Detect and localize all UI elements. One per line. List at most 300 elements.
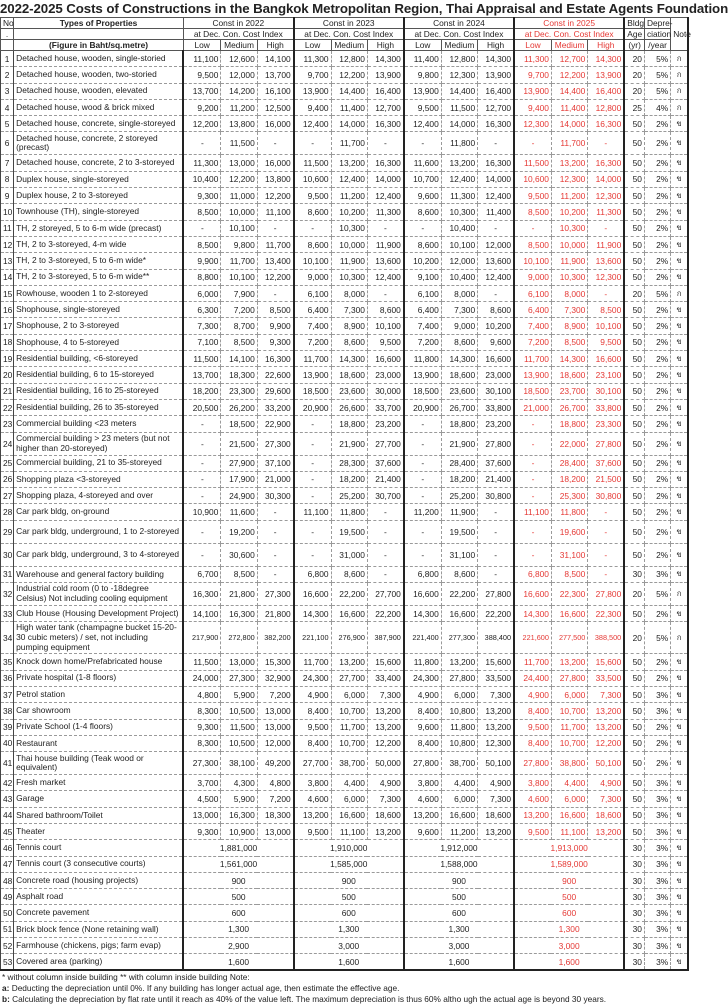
depreciation-rate: 2% xyxy=(644,220,670,236)
cost-2023-low: 10,100 xyxy=(294,253,331,269)
table-row xyxy=(1,383,689,399)
cost-2023-low: - xyxy=(294,220,331,236)
cost-2024-medium: 8,600 xyxy=(441,566,477,582)
cost-2025-low: 7,200 xyxy=(514,334,551,350)
cost-2023-medium: 11,100 xyxy=(331,823,367,839)
building-age: 50 xyxy=(624,269,644,285)
table-row xyxy=(1,302,689,318)
cost-2024-low: 24,300 xyxy=(404,670,441,686)
cost-2023-medium: 4,400 xyxy=(331,775,367,791)
cost-2022-medium: 18,500 xyxy=(221,416,257,432)
cost-2024-medium: 13,200 xyxy=(441,654,477,670)
note-code: ก xyxy=(671,99,688,115)
cost-2024-medium: 11,800 xyxy=(441,719,477,735)
building-age: 50 xyxy=(624,318,644,334)
cost-2023-high: 30,700 xyxy=(367,488,403,504)
cost-2024-low: 6,800 xyxy=(404,566,441,582)
header-bldg-age-1: Bldg xyxy=(624,18,644,29)
cost-2025-low: 13,200 xyxy=(514,807,551,823)
cost-2023-high: - xyxy=(367,220,403,236)
cost-2022-flat: 1,881,000 xyxy=(183,840,293,856)
cost-2025-low: 11,100 xyxy=(514,504,551,520)
row-number: 46 xyxy=(1,840,14,856)
cost-2022-high: 37,100 xyxy=(257,455,293,471)
cost-2025-low: 18,500 xyxy=(514,383,551,399)
cost-2023-medium: 25,200 xyxy=(331,488,367,504)
cost-2022-medium: 11,500 xyxy=(221,719,257,735)
building-age: 20 xyxy=(624,67,644,83)
cost-2023-low: - xyxy=(294,488,331,504)
note-code: ข xyxy=(671,566,688,582)
header-depreciation-1: Depre- xyxy=(644,18,670,29)
depreciation-rate: 3% xyxy=(644,823,670,839)
cost-2023-low: 8,400 xyxy=(294,735,331,751)
cost-2024-medium: 12,400 xyxy=(441,171,477,187)
cost-2022-high: 49,200 xyxy=(257,752,293,775)
cost-2023-high: 50,000 xyxy=(367,752,403,775)
cost-2023-low: 11,700 xyxy=(294,351,331,367)
cost-2025-high: 23,100 xyxy=(588,367,624,383)
property-type: Detached house, wooden, elevated xyxy=(14,83,184,99)
cost-2024-low: 9,600 xyxy=(404,719,441,735)
cost-2024-low: 8,600 xyxy=(404,236,441,252)
cost-2024-medium: 10,400 xyxy=(441,220,477,236)
cost-2022-medium: 8,700 xyxy=(221,318,257,334)
building-age: 50 xyxy=(624,504,644,520)
cost-2025-medium: 8,500 xyxy=(551,334,587,350)
cost-2025-medium: 13,200 xyxy=(551,654,587,670)
cost-2022-high: 27,300 xyxy=(257,432,293,455)
cost-2022-low: - xyxy=(183,416,220,432)
cost-2022-high: 16,000 xyxy=(257,116,293,132)
row-number: 24 xyxy=(1,432,14,455)
cost-2022-flat: 1,561,000 xyxy=(183,856,293,872)
property-type: Thai house building (Teak wood or equivalent) xyxy=(14,752,184,775)
cost-2022-low: 3,700 xyxy=(183,775,220,791)
cost-2022-low: 8,800 xyxy=(183,269,220,285)
table-row xyxy=(1,889,689,905)
table-row xyxy=(1,686,689,702)
cost-2022-low: 14,100 xyxy=(183,606,220,622)
property-type: Car showroom xyxy=(14,703,184,719)
cost-2024-medium: 19,500 xyxy=(441,520,477,543)
cost-2025-high: 33,500 xyxy=(588,670,624,686)
note-code: ข xyxy=(671,302,688,318)
cost-2023-medium: 8,000 xyxy=(331,285,367,301)
cost-2025-high: 13,900 xyxy=(588,67,624,83)
header-note: Note xyxy=(671,18,688,51)
cost-2025-medium: 7,300 xyxy=(551,302,587,318)
building-age: 50 xyxy=(624,807,644,823)
cost-2022-low: - xyxy=(183,220,220,236)
table-row xyxy=(1,269,689,285)
cost-2025-low: 9,500 xyxy=(514,719,551,735)
building-age: 50 xyxy=(624,823,644,839)
cost-2025-low: 24,400 xyxy=(514,670,551,686)
building-age: 50 xyxy=(624,188,644,204)
header-types: Types of Properties xyxy=(14,18,184,29)
cost-2023-medium: 22,200 xyxy=(331,583,367,606)
row-number: 43 xyxy=(1,791,14,807)
row-number: 48 xyxy=(1,872,14,888)
cost-2024-flat: 3,000 xyxy=(404,938,514,954)
depreciation-rate: 3% xyxy=(644,938,670,954)
property-type: Shophouse, 4 to 5-storeyed xyxy=(14,334,184,350)
cost-2025-high: 7,300 xyxy=(588,686,624,702)
row-number: 31 xyxy=(1,566,14,582)
building-age: 50 xyxy=(624,302,644,318)
cost-2025-medium: 8,000 xyxy=(551,285,587,301)
cost-2023-medium: 11,800 xyxy=(331,504,367,520)
cost-2025-high: - xyxy=(588,132,624,155)
row-number: 5 xyxy=(1,116,14,132)
cost-2024-low: 3,800 xyxy=(404,775,441,791)
note-code: ข xyxy=(671,775,688,791)
depreciation-rate: 3% xyxy=(644,775,670,791)
cost-2022-medium: 16,300 xyxy=(221,807,257,823)
cost-2022-high: - xyxy=(257,504,293,520)
cost-2022-low: 11,300 xyxy=(183,155,220,171)
cost-2023-low: - xyxy=(294,520,331,543)
depreciation-rate: 2% xyxy=(644,735,670,751)
table-row xyxy=(1,622,689,654)
row-number: 34 xyxy=(1,622,14,654)
cost-2024-medium: 8,600 xyxy=(441,334,477,350)
note-code: ข xyxy=(671,351,688,367)
cost-2025-medium: 10,700 xyxy=(551,703,587,719)
depreciation-rate: 3% xyxy=(644,921,670,937)
building-age: 50 xyxy=(624,791,644,807)
cost-2023-high: - xyxy=(367,520,403,543)
cost-2022-low: - xyxy=(183,520,220,543)
cost-2024-high: 13,200 xyxy=(478,823,514,839)
cost-2023-low: 8,600 xyxy=(294,204,331,220)
cost-2023-low: 7,400 xyxy=(294,318,331,334)
building-age: 50 xyxy=(624,432,644,455)
note-code: ก xyxy=(671,83,688,99)
building-age: 30 xyxy=(624,905,644,921)
header-depreciation-3: /year xyxy=(644,40,670,51)
depreciation-rate: 2% xyxy=(644,204,670,220)
row-number: 23 xyxy=(1,416,14,432)
table-row xyxy=(1,67,689,83)
cost-2022-high: - xyxy=(257,132,293,155)
header-year-2022: Const in 2022 xyxy=(183,18,293,29)
cost-2024-medium: 9,000 xyxy=(441,318,477,334)
cost-2022-high: 21,800 xyxy=(257,606,293,622)
cost-2022-high: 11,100 xyxy=(257,204,293,220)
cost-2025-high: 22,300 xyxy=(588,606,624,622)
cost-2025-medium: 13,200 xyxy=(551,155,587,171)
cost-2024-low: 11,800 xyxy=(404,654,441,670)
cost-2024-medium: 18,800 xyxy=(441,416,477,432)
table-row xyxy=(1,752,689,775)
cost-2025-medium: 11,900 xyxy=(551,253,587,269)
cost-2025-low: - xyxy=(514,132,551,155)
note-code: ข xyxy=(671,367,688,383)
cost-2024-high: 13,900 xyxy=(478,67,514,83)
cost-2022-high: 13,000 xyxy=(257,823,293,839)
cost-2023-low: 10,600 xyxy=(294,171,331,187)
cost-2024-low: 11,200 xyxy=(404,504,441,520)
cost-2023-low: 12,400 xyxy=(294,116,331,132)
depreciation-rate: 2% xyxy=(644,269,670,285)
row-number: 2 xyxy=(1,67,14,83)
cost-2022-medium: 11,600 xyxy=(221,504,257,520)
cost-2023-high: 16,400 xyxy=(367,83,403,99)
table-row xyxy=(1,399,689,415)
cost-2022-low: 24,000 xyxy=(183,670,220,686)
cost-2025-medium: 26,700 xyxy=(551,399,587,415)
cost-2024-medium: 14,400 xyxy=(441,83,477,99)
cost-2025-medium: 31,100 xyxy=(551,543,587,566)
footnote-b-label: b: xyxy=(2,994,10,1005)
table-body xyxy=(1,51,689,971)
table-row xyxy=(1,432,689,455)
cost-2023-high: 9,500 xyxy=(367,334,403,350)
header-no-blank xyxy=(1,40,14,51)
cost-2025-low: 13,900 xyxy=(514,83,551,99)
cost-2025-medium: 6,000 xyxy=(551,791,587,807)
cost-2023-medium: 11,400 xyxy=(331,99,367,115)
table-row xyxy=(1,807,689,823)
row-number: 28 xyxy=(1,504,14,520)
cost-2022-low: 9,300 xyxy=(183,188,220,204)
cost-2025-low: 9,000 xyxy=(514,269,551,285)
depreciation-rate: 2% xyxy=(644,416,670,432)
row-number: 10 xyxy=(1,204,14,220)
table-row xyxy=(1,220,689,236)
cost-2025-medium: 14,400 xyxy=(551,83,587,99)
cost-2025-high: 16,300 xyxy=(588,116,624,132)
property-type: Petrol station xyxy=(14,686,184,702)
depreciation-rate: 5% xyxy=(644,622,670,654)
building-age: 20 xyxy=(624,83,644,99)
cost-2025-medium: 10,200 xyxy=(551,204,587,220)
cost-2024-flat: 900 xyxy=(404,872,514,888)
cost-2023-medium: 6,000 xyxy=(331,791,367,807)
building-age: 50 xyxy=(624,351,644,367)
cost-2024-high: 7,300 xyxy=(478,686,514,702)
cost-2023-low: - xyxy=(294,455,331,471)
cost-2024-high: 11,400 xyxy=(478,204,514,220)
depreciation-rate: 2% xyxy=(644,488,670,504)
depreciation-rate: 2% xyxy=(644,471,670,487)
cost-2023-flat: 3,000 xyxy=(294,938,404,954)
building-age: 50 xyxy=(624,670,644,686)
note-code: ข xyxy=(671,383,688,399)
cost-2025-low: 3,800 xyxy=(514,775,551,791)
table-row xyxy=(1,236,689,252)
property-type: Residential building, 6 to 15-storeyed xyxy=(14,367,184,383)
cost-2022-high: 22,600 xyxy=(257,367,293,383)
cost-2023-medium: 12,400 xyxy=(331,171,367,187)
cost-2024-medium: 14,000 xyxy=(441,116,477,132)
cost-2025-high: 33,800 xyxy=(588,399,624,415)
footnote-b-text: Calculating the depreciation by flat rate until it reach as 40% of the value left. The maximum depreciation is thus 60% altho ugh the actual age is beyond 30 years. xyxy=(9,994,607,1005)
property-type: Car park bldg, underground, 3 to 4-storeyed xyxy=(14,543,184,566)
note-code: ข xyxy=(671,791,688,807)
cost-2024-low: 27,800 xyxy=(404,752,441,775)
cost-2022-medium: 10,100 xyxy=(221,269,257,285)
cost-2023-flat: 1,300 xyxy=(294,921,404,937)
note-code: ข xyxy=(671,455,688,471)
cost-2023-medium: 10,000 xyxy=(331,236,367,252)
table-row xyxy=(1,775,689,791)
cost-2022-medium: 10,000 xyxy=(221,204,257,220)
cost-2023-medium: 16,600 xyxy=(331,606,367,622)
cost-2023-high: 27,700 xyxy=(367,432,403,455)
depreciation-rate: 4% xyxy=(644,99,670,115)
cost-2022-high: 12,200 xyxy=(257,269,293,285)
cost-2023-medium: 19,500 xyxy=(331,520,367,543)
note-code: ข xyxy=(671,921,688,937)
cost-2023-low: 18,500 xyxy=(294,383,331,399)
cost-2024-high: 27,800 xyxy=(478,583,514,606)
cost-2025-low: 11,700 xyxy=(514,351,551,367)
cost-2023-high: - xyxy=(367,132,403,155)
cost-2025-low: - xyxy=(514,471,551,487)
cost-2022-high: 22,900 xyxy=(257,416,293,432)
cost-2022-high: 16,300 xyxy=(257,351,293,367)
note-code: ข xyxy=(671,253,688,269)
row-number: 9 xyxy=(1,188,14,204)
cost-2025-low: - xyxy=(514,520,551,543)
cost-2023-low: - xyxy=(294,471,331,487)
note-code: ข xyxy=(671,606,688,622)
cost-2024-low: 13,900 xyxy=(404,83,441,99)
row-number: 26 xyxy=(1,471,14,487)
cost-2025-high: 11,900 xyxy=(588,236,624,252)
cost-2024-low: 9,800 xyxy=(404,67,441,83)
cost-2023-high: 12,200 xyxy=(367,735,403,751)
cost-2024-high: 14,000 xyxy=(478,171,514,187)
table-row xyxy=(1,520,689,543)
cost-2023-medium: 11,700 xyxy=(331,719,367,735)
cost-2025-high: 16,400 xyxy=(588,83,624,99)
header-high-2025: High xyxy=(588,40,624,51)
cost-2024-low: 8,400 xyxy=(404,735,441,751)
header-bldg-age-3: (yr) xyxy=(624,40,644,51)
note-code: ข xyxy=(671,334,688,350)
cost-2024-medium: 277,300 xyxy=(441,622,477,654)
cost-2022-medium: 13,800 xyxy=(221,116,257,132)
cost-2024-low: 11,400 xyxy=(404,51,441,67)
cost-2023-high: 13,600 xyxy=(367,253,403,269)
page-title: 2022-2025 Costs of Constructions in the Bangkok Metropolitan Region, Thai Appraisal and Estate Agents Foundation xyxy=(0,1,728,16)
row-number: 29 xyxy=(1,520,14,543)
cost-2025-medium: 22,000 xyxy=(551,432,587,455)
cost-2023-medium: 8,600 xyxy=(331,334,367,350)
cost-2024-medium: 18,200 xyxy=(441,471,477,487)
cost-2023-low: 7,200 xyxy=(294,334,331,350)
cost-2024-high: 16,300 xyxy=(478,116,514,132)
cost-2022-high: 7,200 xyxy=(257,791,293,807)
note-code: ก xyxy=(671,67,688,83)
depreciation-rate: 2% xyxy=(644,302,670,318)
cost-2022-low: 11,500 xyxy=(183,654,220,670)
cost-2025-high: 23,300 xyxy=(588,416,624,432)
cost-2022-high: - xyxy=(257,543,293,566)
depreciation-rate: 2% xyxy=(644,155,670,171)
note-code: ข xyxy=(671,204,688,220)
cost-2023-medium: 28,300 xyxy=(331,455,367,471)
cost-2025-high: 12,300 xyxy=(588,269,624,285)
cost-2022-medium: 7,900 xyxy=(221,285,257,301)
cost-2024-low: 9,100 xyxy=(404,269,441,285)
row-number: 42 xyxy=(1,775,14,791)
note-code: ข xyxy=(671,488,688,504)
cost-2024-high: 9,600 xyxy=(478,334,514,350)
cost-2025-high: 13,200 xyxy=(588,823,624,839)
cost-2024-high: 33,800 xyxy=(478,399,514,415)
property-type: TH, 2 to 3-storeyed, 5 to 6-m wide* xyxy=(14,253,184,269)
property-type: Shophouse, 2 to 3-storeyed xyxy=(14,318,184,334)
cost-2023-low: 6,100 xyxy=(294,285,331,301)
cost-2022-low: 20,500 xyxy=(183,399,220,415)
cost-2023-low: 9,500 xyxy=(294,188,331,204)
cost-2022-low: - xyxy=(183,432,220,455)
property-type: Fresh market xyxy=(14,775,184,791)
depreciation-rate: 3% xyxy=(644,872,670,888)
cost-2024-low: 18,500 xyxy=(404,383,441,399)
depreciation-rate: 2% xyxy=(644,504,670,520)
property-type: Detached house, concrete, 2 storeyed (precast) xyxy=(14,132,184,155)
cost-2025-medium: 14,300 xyxy=(551,351,587,367)
building-age: 50 xyxy=(624,735,644,751)
row-number: 16 xyxy=(1,302,14,318)
cost-2025-low: - xyxy=(514,416,551,432)
cost-2025-low: 4,900 xyxy=(514,686,551,702)
property-type: Car park bldg, on-ground xyxy=(14,504,184,520)
cost-2024-low: 8,400 xyxy=(404,703,441,719)
cost-2025-high: - xyxy=(588,504,624,520)
cost-2025-low: 9,500 xyxy=(514,188,551,204)
header-high: High xyxy=(257,40,293,51)
row-number: 33 xyxy=(1,606,14,622)
cost-2024-low: 10,700 xyxy=(404,171,441,187)
cost-2025-high: 14,300 xyxy=(588,51,624,67)
cost-2024-high: - xyxy=(478,504,514,520)
cost-2023-medium: 276,900 xyxy=(331,622,367,654)
cost-2025-medium: 6,000 xyxy=(551,686,587,702)
cost-2023-low: 14,300 xyxy=(294,606,331,622)
cost-2022-low: - xyxy=(183,471,220,487)
cost-2025-medium: 10,300 xyxy=(551,220,587,236)
cost-2025-low: 27,800 xyxy=(514,752,551,775)
property-type: Covered area (parking) xyxy=(14,954,184,970)
cost-2025-low: 9,400 xyxy=(514,99,551,115)
cost-2024-low: 4,600 xyxy=(404,791,441,807)
cost-2023-medium: 11,200 xyxy=(331,188,367,204)
cost-2022-high: 13,800 xyxy=(257,171,293,187)
row-number: 1 xyxy=(1,51,14,67)
cost-2022-high: 7,200 xyxy=(257,686,293,702)
depreciation-rate: 2% xyxy=(644,654,670,670)
row-number: 14 xyxy=(1,269,14,285)
cost-2025-low: 8,500 xyxy=(514,204,551,220)
property-type: Private hospital (1-8 floors) xyxy=(14,670,184,686)
cost-2023-medium: 13,200 xyxy=(331,155,367,171)
property-type: Residential building, 26 to 35-storeyed xyxy=(14,399,184,415)
cost-2022-low: 7,300 xyxy=(183,318,220,334)
cost-2024-low: 6,100 xyxy=(404,285,441,301)
cost-2023-high: 21,400 xyxy=(367,471,403,487)
table-row xyxy=(1,455,689,471)
cost-2022-low: - xyxy=(183,488,220,504)
cost-2023-high: 33,700 xyxy=(367,399,403,415)
cost-2022-low: 8,300 xyxy=(183,703,220,719)
